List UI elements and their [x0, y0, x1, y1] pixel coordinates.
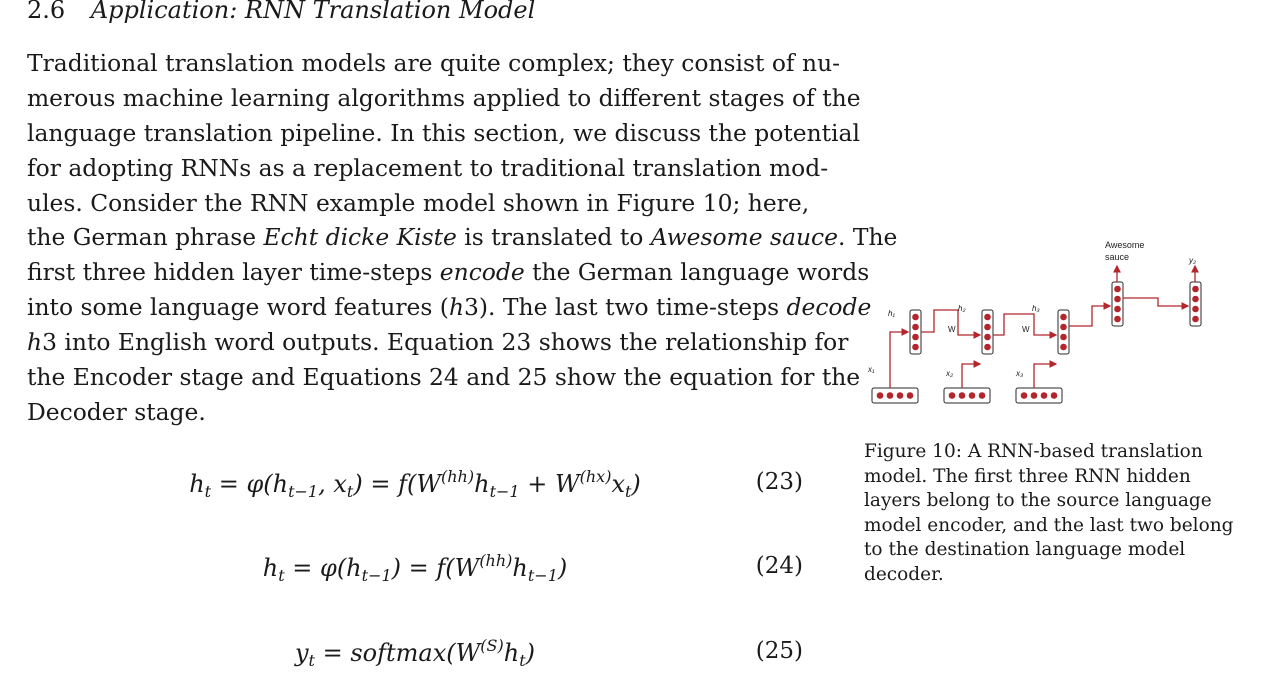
rnn-translation-figure [862, 236, 1212, 416]
label-y2: y₂ [1189, 256, 1197, 265]
body-text-run: is translated to [456, 223, 651, 252]
body-line [27, 46, 841, 81]
hidden-h4-box-node [1114, 306, 1121, 313]
body-text-run: the Encoder stage and Equations 24 and 25 show the equation for the [27, 363, 861, 392]
x2-to-h2-arrow [962, 364, 980, 388]
equation-part: t−1 [527, 566, 558, 585]
equation-part: h [262, 554, 279, 582]
body-line [27, 81, 861, 116]
hidden-h1-box-node [912, 334, 919, 341]
label-output-word-2: sauce [1105, 252, 1130, 262]
body-text-run: language translation pipeline. In this section, we discuss the potential [27, 118, 860, 147]
equation-part: h [512, 554, 528, 582]
hidden-h3-box-node [1060, 324, 1067, 331]
equation-part: (hh) [479, 551, 513, 570]
equation-part: = softmax(W [314, 639, 481, 667]
input-x1-box-node [907, 392, 914, 399]
hidden-h2-box-node [984, 324, 991, 331]
hidden-h2-box-node [984, 334, 991, 341]
body-text-run: 3 [42, 328, 57, 357]
hidden-h3-box-node [1060, 314, 1067, 321]
equation-part: t [278, 566, 285, 585]
body-text-run: for adopting RNNs as a replacement to traditional translation mod- [27, 153, 829, 182]
input-x1-box-node [887, 392, 894, 399]
equation-25-expression [27, 636, 803, 670]
label-h3: h₃ [1032, 304, 1040, 313]
body-line [27, 255, 870, 290]
hidden-h1-box-node [912, 314, 919, 321]
equation-part: t [308, 651, 315, 670]
hidden-h3-box-node [1060, 344, 1067, 351]
emphasis-text: Echt dicke Kiste [263, 223, 457, 252]
equation-24-expression [27, 551, 803, 585]
body-text-run: 3 [464, 293, 479, 322]
body-line [27, 116, 860, 151]
body-text-run: . The [837, 223, 898, 252]
equation-part: (hx) [579, 467, 612, 486]
input-x1-box-node [897, 392, 904, 399]
equation-part: ) [557, 554, 568, 582]
label-x3: x₃ [1016, 369, 1024, 378]
x3-to-h3-arrow [1034, 364, 1056, 388]
equation-part: + W [519, 470, 580, 498]
body-text-run: ules. Consider the RNN example model shown in Figure 10; here, [27, 188, 810, 217]
equation-part: h [503, 639, 520, 667]
x1-to-h1-arrow [890, 332, 908, 366]
input-x2-box-node [969, 392, 976, 399]
input-x3-box-node [1041, 392, 1048, 399]
hidden-h4-box-node [1114, 286, 1121, 293]
label-w2: W [1022, 325, 1030, 334]
body-text-run: ). The last two time-steps [478, 293, 787, 322]
equation-23-number: (23) [755, 469, 803, 495]
label-x1: x₁ [868, 365, 875, 374]
body-text-run: the German language words [524, 258, 870, 287]
hidden-h2-box-node [984, 344, 991, 351]
body-line [27, 325, 849, 360]
section-heading [27, 0, 535, 26]
equation-23-expression [27, 467, 803, 501]
equation-part: y [294, 639, 309, 667]
output-y2-box-node [1192, 306, 1199, 313]
equation-part: t−1 [361, 566, 392, 585]
output-y2-box-node [1192, 316, 1199, 323]
hidden-h4-box-node [1114, 296, 1121, 303]
input-x3-box-node [1031, 392, 1038, 399]
body-text-run: into some language word features ( [27, 293, 449, 322]
body-line [27, 220, 898, 255]
equation-part: t [624, 482, 632, 501]
output-y2-box-node [1192, 296, 1199, 303]
input-x2-box-node [959, 392, 966, 399]
body-text-run: the German phrase [27, 223, 264, 252]
output-y2-box-node [1192, 286, 1199, 293]
equation-part: ) [631, 470, 641, 498]
emphasis-text: decode [786, 293, 872, 322]
body-text-run: first three hidden layer time-steps [27, 258, 440, 287]
body-line [27, 360, 861, 395]
label-h1: h₁ [888, 309, 895, 318]
input-x2-box-node [949, 392, 956, 399]
emphasis-text: Awesome sauce [650, 223, 838, 252]
equation-part: t [204, 482, 212, 501]
body-text-run: merous machine learning algorithms applied to different stages of the [27, 83, 861, 112]
equation-part: t [519, 651, 526, 670]
hidden-h2-box-node [984, 314, 991, 321]
body-line [27, 290, 872, 325]
equation-part: t−1 [288, 482, 319, 501]
body-text-run: Decoder stage. [27, 397, 206, 426]
equation-part: ) = f(W [391, 554, 480, 582]
equation-part: (hh) [441, 467, 475, 486]
body-line [27, 186, 810, 221]
body-text-run: into English word outputs. Equation 23 shows the relationship for [56, 328, 849, 357]
figure-caption [864, 440, 1234, 588]
input-x3-box-node [1021, 392, 1028, 399]
label-w1: W [948, 325, 956, 334]
caption-line: decoder. [864, 563, 944, 585]
equation-part: t−1 [489, 482, 520, 501]
caption-line: model encoder, and the last two belong [864, 514, 1234, 536]
equation-part: t [346, 482, 354, 501]
caption-line: Figure 10: A RNN-based translation [864, 441, 1203, 462]
body-line [27, 151, 829, 186]
input-x3-box-node [1051, 392, 1058, 399]
label-h2: h₂ [958, 304, 966, 313]
label-x2: x₂ [946, 369, 954, 378]
caption-line: to the destination language model [864, 539, 1186, 561]
equation-part: ) = f(W [353, 470, 441, 498]
section-title: Application: RNN Translation Model [90, 0, 536, 24]
equation-part: h [189, 470, 205, 498]
input-x1-box-node [877, 392, 884, 399]
body-text-run: Traditional translation models are quite complex; they consist of nu- [27, 49, 841, 77]
equation-part: (S) [480, 636, 504, 655]
equation-part: ) [525, 639, 536, 667]
equation-24-number: (24) [755, 553, 803, 579]
hidden-h1-box-node [912, 324, 919, 331]
equation-25-number: (25) [755, 638, 803, 664]
equation-23 [27, 463, 803, 503]
input-x2-box-node [979, 392, 986, 399]
section-number: 2.6 [27, 0, 66, 24]
label-output-word-1: Awesome [1105, 240, 1145, 250]
emphasis-text: h [448, 293, 465, 322]
equation-part: , x [318, 470, 347, 498]
rnn-diagram [862, 236, 1212, 416]
equation-part: x [611, 470, 625, 498]
caption-line: model. The first three RNN hidden [864, 465, 1191, 487]
caption-line: layers belong to the source language [864, 490, 1212, 512]
equation-part: = φ(h [284, 554, 362, 582]
equation-part: h [474, 470, 490, 498]
equation-part: = φ(h [211, 470, 289, 498]
body-line [27, 395, 803, 430]
hidden-h1-box-node [912, 344, 919, 351]
hidden-h4-box-node [1114, 316, 1121, 323]
emphasis-text: encode [439, 258, 525, 287]
hidden-h3-box-node [1060, 334, 1067, 341]
h4-to-h5-arrow [1123, 298, 1188, 306]
equation-25 [27, 632, 803, 672]
h3-to-h4-arrow [1069, 306, 1110, 326]
equation-24 [27, 547, 803, 587]
emphasis-text: h [27, 328, 43, 357]
